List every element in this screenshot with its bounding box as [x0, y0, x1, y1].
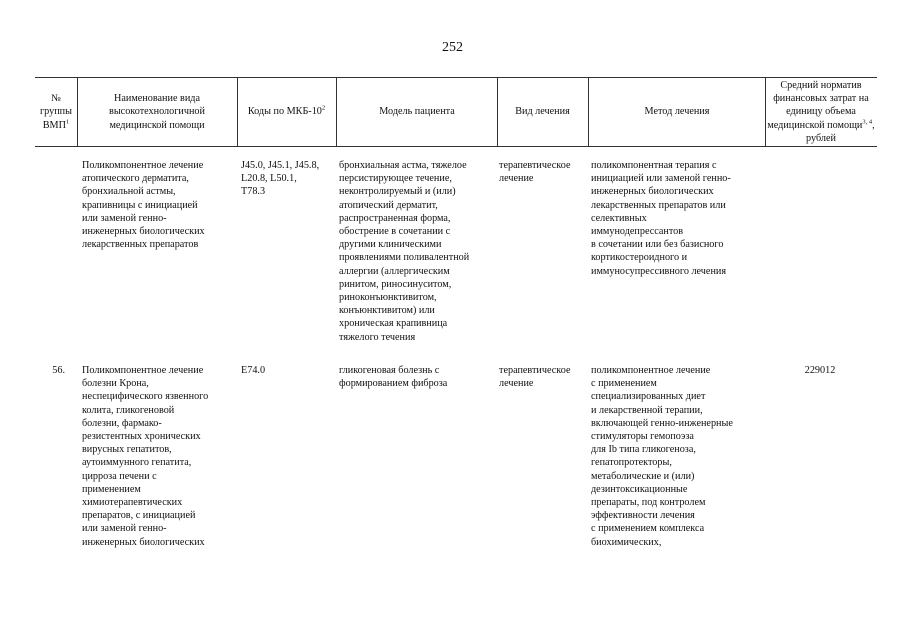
text-line: персистирующее течение,	[339, 173, 452, 185]
header-group-number: № группы ВМП$^1$	[40, 93, 72, 131]
text-line: селективных	[591, 212, 647, 224]
text-line: другими клиническими	[339, 239, 442, 251]
column-divider	[497, 77, 498, 146]
text-line: лекарственных препаратов	[82, 239, 199, 251]
text-line: или заменой генно-	[82, 212, 167, 224]
text-line: применением	[82, 483, 141, 495]
text-line: препараты, под контролем	[591, 497, 706, 509]
table-top-border	[35, 77, 877, 78]
text-line: цирроза печени с	[82, 470, 157, 482]
row-1-name	[82, 159, 237, 251]
text-line: гликогеновая болезнь с	[339, 365, 440, 376]
row-1-method	[591, 159, 763, 278]
text-line: аллергии (аллергическим	[339, 265, 450, 277]
header-treatment-type: Вид лечения	[515, 106, 570, 118]
text-line: конъюнктивитом) или	[339, 305, 435, 317]
row-1-treatment	[499, 159, 587, 185]
text-line: кортикостероидного и	[591, 252, 688, 264]
text-line: иммуносупрессивного лечения	[591, 265, 727, 277]
row-2-codes	[241, 364, 336, 377]
text-line: инженерных биологических	[82, 226, 205, 238]
text-line: J45.0, J45.1, J45.8,	[241, 160, 320, 171]
column-divider	[765, 77, 766, 146]
text-line: тяжелого течения	[339, 331, 416, 343]
text-line: неспецифического язвенного	[82, 391, 209, 403]
header-care-type: Наименование вида высокотехнологичной медицинской помощи	[109, 93, 205, 131]
text-line: ринитом, риносинуситом,	[339, 278, 452, 290]
text-line: с применением комплекса	[591, 523, 705, 535]
text-line: риноконъюнктивитом,	[339, 292, 437, 304]
text-line: атопического дерматита,	[82, 173, 189, 185]
column-divider	[336, 77, 337, 146]
text-line: специализированных диет	[591, 391, 706, 403]
row-1-codes	[241, 159, 336, 199]
row-2-group: 56.	[52, 365, 65, 376]
text-line: эффективности лечения	[591, 510, 695, 522]
text-line: дезинтоксикационные	[591, 483, 688, 495]
text-line: включающей генно-инженерные	[591, 417, 733, 429]
text-line: лекарственных препаратов или	[591, 199, 726, 211]
text-line: Поликомпонентное лечение	[82, 365, 204, 376]
text-line: и лекарственной терапии,	[591, 404, 703, 416]
text-line: T78.3	[241, 186, 266, 198]
text-line: неконтролируемый и (или)	[339, 186, 456, 198]
row-1-model	[339, 159, 497, 344]
text-line: в сочетании или без базисного	[591, 239, 724, 251]
text-line: бронхиальная астма, тяжелое	[339, 160, 467, 171]
header-patient-model: Модель пациента	[379, 106, 455, 118]
row-2-method	[591, 364, 763, 549]
row-2-name	[82, 364, 237, 549]
header-average-cost: Средний норматив финансовых затрат на единицу объема медицинской помощи$^{3, 4}$, рублей	[767, 79, 875, 144]
text-line: формированием фиброза	[339, 378, 448, 390]
text-line: иммунодепрессантов	[591, 226, 684, 238]
text-line: стимуляторы гемопоэза	[591, 431, 694, 443]
text-line: инженерных биологических	[82, 536, 205, 548]
text-line: проявлениями поливалентной	[339, 252, 470, 264]
header-icd-codes: Коды по МКБ-$10^2$	[247, 105, 326, 118]
row-2-model	[339, 364, 497, 390]
text-line: метаболические и (или)	[591, 470, 695, 482]
text-line: или заменой генно-	[82, 523, 167, 535]
text-line: хроническая крапивница	[339, 318, 448, 330]
text-line: атопический дерматит,	[339, 199, 438, 211]
text-line: инженерных биологических	[591, 186, 714, 198]
text-line: крапивницы с инициацией	[82, 199, 198, 211]
text-line: обострение в сочетании с	[339, 226, 451, 238]
text-line: колита, гликогеновой	[82, 404, 175, 416]
row-2-treatment	[499, 364, 587, 390]
text-line: болезни Крона,	[82, 378, 149, 390]
text-line: поликомпонентное лечение	[591, 365, 711, 376]
text-line: E74.0	[241, 365, 266, 376]
text-line: распространенная форма,	[339, 212, 451, 224]
text-line: лечение	[499, 173, 534, 185]
text-line: препаратов, с инициацией	[82, 510, 196, 522]
text-line: Поликомпонентное лечение	[82, 160, 204, 171]
text-line: L20.8, L50.1,	[241, 173, 297, 185]
text-line: бронхиальной астмы,	[82, 186, 176, 198]
row-2-cost: 229012	[804, 365, 836, 376]
text-line: химиотерапевтических	[82, 497, 183, 509]
text-line: инициацией или заменой генно-	[591, 173, 731, 185]
text-line: для Ib типа гликогеноза,	[591, 444, 696, 456]
text-line: вирусных гепатитов,	[82, 444, 172, 456]
header-treatment-method: Метод лечения	[644, 106, 710, 118]
text-line: лечение	[499, 378, 534, 390]
column-divider	[237, 77, 238, 146]
text-line: биохимических,	[591, 536, 662, 548]
text-line: терапевтическое	[499, 160, 571, 171]
text-line: терапевтическое	[499, 365, 571, 376]
column-divider	[77, 77, 78, 146]
column-divider	[588, 77, 589, 146]
text-line: гепатопротекторы,	[591, 457, 672, 469]
text-line: с применением	[591, 378, 657, 390]
text-line: аутоиммунного гепатита,	[82, 457, 192, 469]
text-line: резистентных хронических	[82, 431, 201, 443]
text-line: поликомпонентная терапия с	[591, 160, 717, 171]
table-header-bottom-border	[35, 146, 877, 147]
text-line: болезни, фармако-	[82, 417, 162, 429]
page-number: 252	[442, 40, 463, 55]
